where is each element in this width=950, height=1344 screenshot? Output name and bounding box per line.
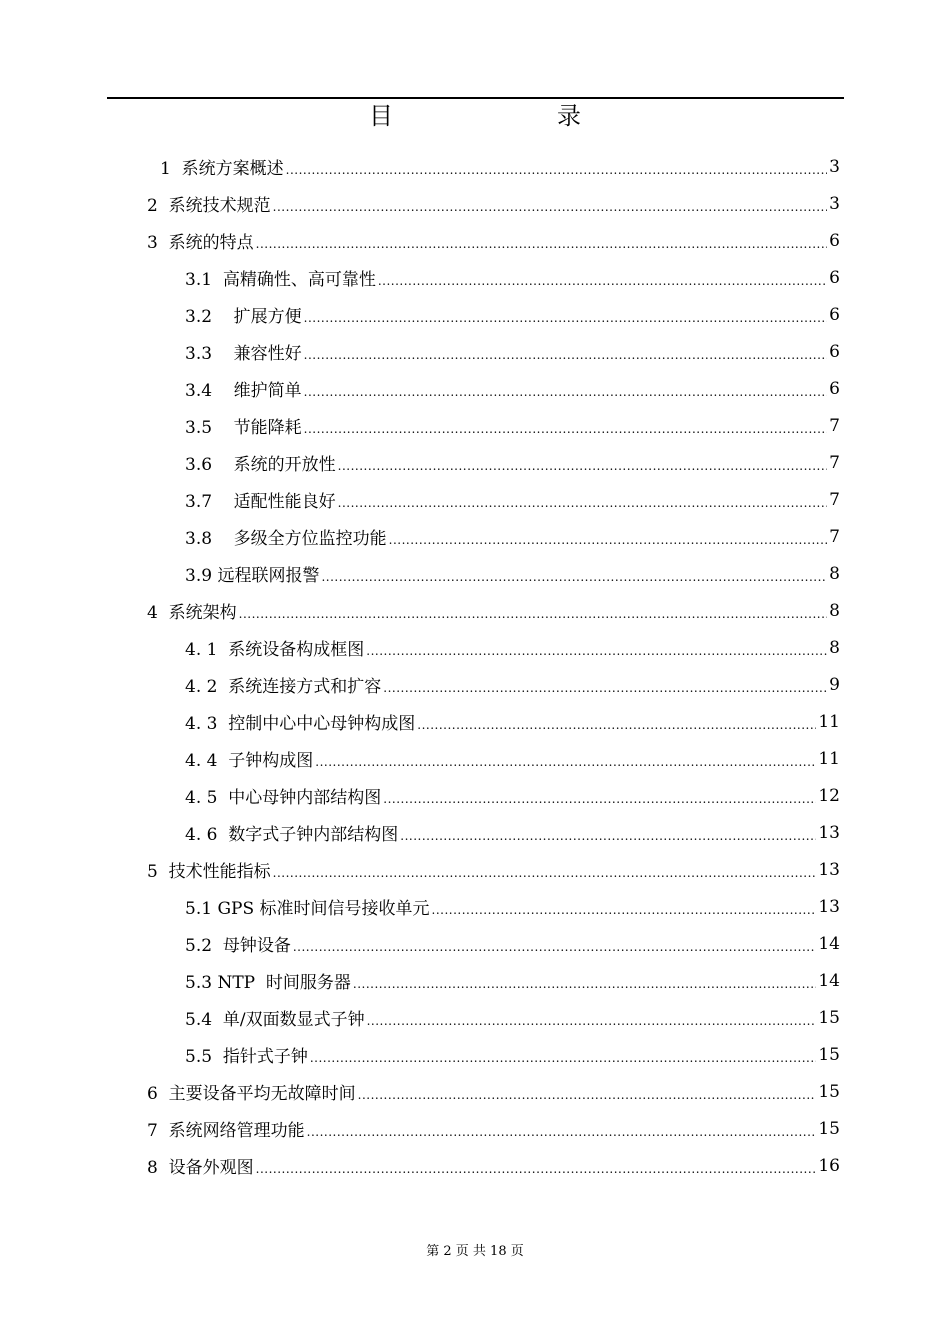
- toc-entry[interactable]: [160, 148, 840, 185]
- toc-entry-page: 9: [829, 674, 840, 695]
- toc-leader-dots: [383, 677, 827, 697]
- toc-title: 目 录: [369, 102, 651, 130]
- toc-leader-dots: [293, 936, 817, 956]
- toc-entry-page: 13: [818, 859, 840, 880]
- toc-entry-page: 12: [818, 785, 840, 806]
- toc-entry-label: 1 系统方案概述: [160, 159, 284, 179]
- toc-entry[interactable]: [185, 444, 840, 481]
- toc-leader-dots: [315, 751, 816, 771]
- toc-entry-page: 6: [829, 304, 840, 325]
- toc-entry-page: 6: [829, 378, 840, 399]
- toc-entry-label: 4. 4 子钟构成图: [185, 751, 314, 771]
- toc-entry[interactable]: [185, 666, 840, 703]
- toc-entry[interactable]: [185, 629, 840, 666]
- toc-entry-label: 4. 2 系统连接方式和扩容: [185, 677, 382, 697]
- toc-leader-dots: [239, 603, 828, 623]
- toc-entry-label: 3.1 高精确性、高可靠性: [185, 270, 376, 290]
- toc-entry-label: 3.9 远程联网报警: [185, 566, 320, 586]
- toc-leader-dots: [367, 1010, 817, 1030]
- toc-entry[interactable]: [147, 1110, 840, 1147]
- toc-leader-dots: [256, 1158, 817, 1178]
- toc-entry[interactable]: [147, 851, 840, 888]
- toc-leader-dots: [358, 1084, 817, 1104]
- toc-entry-page: 3: [829, 156, 840, 177]
- toc-leader-dots: [389, 529, 828, 549]
- toc-entry-page: 14: [818, 933, 840, 954]
- toc-entry[interactable]: [147, 222, 840, 259]
- toc-entry[interactable]: [185, 555, 840, 592]
- toc-leader-dots: [304, 418, 828, 438]
- toc-leader-dots: [304, 344, 828, 364]
- toc-entry-label: 3.8 多级全方位监控功能: [185, 529, 387, 549]
- toc-entry-label: 5 技术性能指标: [147, 862, 271, 882]
- toc-entry-page: 8: [829, 637, 840, 658]
- toc-leader-dots: [353, 973, 816, 993]
- toc-entry[interactable]: [185, 925, 840, 962]
- toc-entry[interactable]: [185, 481, 840, 518]
- toc-entry-label: 8 设备外观图: [147, 1158, 254, 1178]
- toc-leader-dots: [273, 862, 817, 882]
- toc-entry[interactable]: [185, 999, 840, 1036]
- toc-entry-page: 11: [818, 748, 840, 769]
- toc-entry-page: 6: [829, 267, 840, 288]
- toc-leader-dots: [286, 159, 828, 179]
- toc-leader-dots: [417, 714, 816, 734]
- page-footer: 第 2 页 共 18 页: [426, 1244, 524, 1259]
- toc-entry[interactable]: [147, 1147, 840, 1184]
- toc-leader-dots: [256, 233, 828, 253]
- toc-entry-label: 4 系统架构: [147, 603, 237, 623]
- toc-entry-label: 3 系统的特点: [147, 233, 254, 253]
- toc-leader-dots: [304, 381, 828, 401]
- toc-leader-dots: [338, 455, 828, 475]
- toc-entry[interactable]: [185, 740, 840, 777]
- toc-entry-page: 15: [818, 1081, 840, 1102]
- toc-entry-page: 13: [818, 896, 840, 917]
- toc-entry[interactable]: [185, 814, 840, 851]
- toc-entry[interactable]: [147, 1073, 840, 1110]
- toc-entry-page: 7: [829, 415, 840, 436]
- toc-leader-dots: [304, 307, 828, 327]
- header-rule: [107, 97, 844, 99]
- toc-entry-page: 8: [829, 600, 840, 621]
- toc-leader-dots: [310, 1047, 817, 1067]
- toc-leader-dots: [366, 640, 827, 660]
- toc-entry-label: 5.4 单/双面数显式子钟: [185, 1010, 365, 1030]
- toc-entry-page: 3: [829, 193, 840, 214]
- toc-entry[interactable]: [185, 518, 840, 555]
- toc-entry-label: 4. 1 系统设备构成框图: [185, 640, 365, 660]
- toc-leader-dots: [321, 566, 827, 586]
- toc-entry[interactable]: [185, 1036, 840, 1073]
- toc-entry-page: 7: [829, 489, 840, 510]
- toc-leader-dots: [400, 825, 816, 845]
- toc-entry-label: 4. 3 控制中心中心母钟构成图: [185, 714, 416, 734]
- toc-entry[interactable]: [185, 407, 840, 444]
- toc-entry-page: 7: [829, 526, 840, 547]
- toc-entry[interactable]: [185, 888, 840, 925]
- toc-entry-page: 16: [818, 1155, 840, 1176]
- toc-entry-page: 7: [829, 452, 840, 473]
- toc-leader-dots: [273, 196, 828, 216]
- toc-entry[interactable]: [185, 370, 840, 407]
- toc-entry[interactable]: [185, 703, 840, 740]
- toc-entry-label: 5.3 NTP 时间服务器: [185, 973, 351, 993]
- toc-entry-label: 4. 5 中心母钟内部结构图: [185, 788, 382, 808]
- toc-entry-label: 7 系统网络管理功能: [147, 1121, 305, 1141]
- toc-entry[interactable]: [185, 962, 840, 999]
- toc-leader-dots: [338, 492, 828, 512]
- toc-leader-dots: [378, 270, 827, 290]
- toc-entry-page: 14: [818, 970, 840, 991]
- toc-entry-page: 15: [818, 1007, 840, 1028]
- toc-entry[interactable]: [185, 777, 840, 814]
- toc-entry[interactable]: [185, 296, 840, 333]
- toc-entry-label: 3.2 扩展方便: [185, 307, 302, 327]
- toc-entry-page: 6: [829, 230, 840, 251]
- toc-entry-page: 13: [818, 822, 840, 843]
- toc-entry[interactable]: [147, 592, 840, 629]
- toc-entry-page: 15: [818, 1044, 840, 1065]
- toc-entry[interactable]: [147, 185, 840, 222]
- toc-entry-label: 5.2 母钟设备: [185, 936, 291, 956]
- toc-entry-label: 5.5 指针式子钟: [185, 1047, 308, 1067]
- toc-entry-label: 3.3 兼容性好: [185, 344, 302, 364]
- toc-entry-label: 4. 6 数字式子钟内部结构图: [185, 825, 399, 845]
- toc-entry-label: 3.6 系统的开放性: [185, 455, 336, 475]
- toc-entry-page: 6: [829, 341, 840, 362]
- toc-entry-label: 3.5 节能降耗: [185, 418, 302, 438]
- toc-leader-dots: [307, 1121, 817, 1141]
- toc-entry-label: 5.1 GPS 标准时间信号接收单元: [185, 899, 430, 919]
- toc-entry-label: 3.7 适配性能良好: [185, 492, 336, 512]
- toc-entry-label: 6 主要设备平均无故障时间: [147, 1084, 356, 1104]
- toc-entry-label: 3.4 维护简单: [185, 381, 302, 401]
- toc-leader-dots: [432, 899, 817, 919]
- toc-entry-page: 15: [818, 1118, 840, 1139]
- toc-entry-label: 2 系统技术规范: [147, 196, 271, 216]
- toc-leader-dots: [383, 788, 816, 808]
- toc-entry-page: 11: [818, 711, 840, 732]
- toc-entry-page: 8: [829, 563, 840, 584]
- toc-entry[interactable]: [185, 333, 840, 370]
- toc-entry[interactable]: [185, 259, 840, 296]
